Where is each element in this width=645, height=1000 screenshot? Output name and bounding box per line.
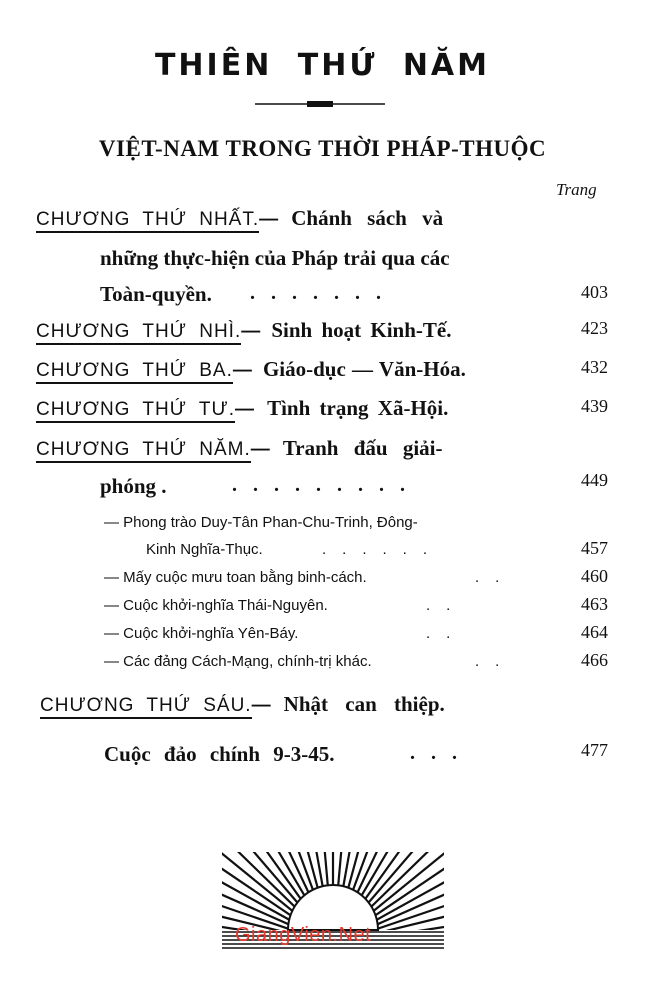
page-number: 439 bbox=[581, 396, 608, 416]
toc-entry-chapter-1[interactable] bbox=[36, 206, 443, 231]
page-title: THIÊN THỨ NĂM bbox=[154, 48, 491, 83]
page-number: 466 bbox=[581, 650, 608, 670]
toc-entry-chapter-4[interactable] bbox=[36, 396, 448, 421]
leader-dots: .. bbox=[475, 653, 516, 670]
leader-dots: ....... bbox=[250, 282, 397, 304]
leader-dots: ......... bbox=[232, 474, 421, 496]
leader-dots: .. bbox=[426, 597, 467, 614]
toc-entry-chapter-5[interactable] bbox=[36, 436, 442, 461]
chapter-title: Chánh sách và bbox=[291, 206, 444, 230]
page-number: 423 bbox=[581, 318, 608, 338]
chapter-label: CHƯƠNG THỨ NĂM. bbox=[36, 439, 251, 463]
toc-subentry[interactable]: — Mấy cuộc mưu toan bằng binh-cách. bbox=[104, 569, 367, 586]
chapter-title: Nhật can thiệp. bbox=[283, 692, 445, 716]
page-number: 460 bbox=[581, 566, 608, 586]
chapter-title: Tình trạng Xã-Hội. bbox=[267, 396, 449, 420]
toc-entry-chapter-2[interactable] bbox=[36, 318, 451, 343]
page-number: 464 bbox=[581, 622, 608, 642]
page-number: 457 bbox=[581, 538, 608, 558]
page-column-label: Trang bbox=[556, 180, 597, 199]
toc-subentry[interactable]: — Các đảng Cách-Mạng, chính-trị khác. bbox=[104, 653, 372, 670]
chapter-label: CHƯƠNG THỨ TƯ. bbox=[36, 399, 235, 423]
toc-subentry[interactable]: — Cuộc khởi-nghĩa Yên-Báy. bbox=[104, 625, 299, 642]
leader-dots: .. bbox=[475, 569, 516, 586]
section-subtitle: VIỆT-NAM TRONG THỜI PHÁP-THUỘC bbox=[98, 136, 547, 161]
leader-dots: ...... bbox=[322, 541, 444, 558]
chapter-title-line: Toàn-quyền. bbox=[100, 282, 212, 306]
page-number: 432 bbox=[581, 357, 608, 377]
title-ornament bbox=[255, 100, 385, 108]
chapter-label: CHƯƠNG THỨ NHẤT. bbox=[36, 209, 259, 233]
chapter-title-line: những thực-hiện của Pháp trải qua các bbox=[100, 246, 450, 270]
chapter-subtitle: Cuộc đảo chính 9-3-45. bbox=[104, 742, 335, 766]
toc-subentry[interactable]: — Cuộc khởi-nghĩa Thái-Nguyên. bbox=[104, 597, 328, 614]
page-number: 449 bbox=[581, 470, 608, 490]
chapter-title: Sinh hoạt Kinh-Tế. bbox=[271, 318, 452, 342]
dash: — bbox=[259, 209, 279, 230]
dash: — bbox=[235, 399, 254, 420]
toc-subentry[interactable]: — Phong trào Duy-Tân Phan-Chu-Trinh, Đông- bbox=[104, 514, 418, 531]
dash: — bbox=[251, 695, 271, 716]
dash: — bbox=[250, 439, 270, 460]
chapter-title: Tranh đấu giải- bbox=[282, 436, 443, 460]
leader-dots: ... bbox=[410, 742, 473, 764]
toc-entry-chapter-3[interactable] bbox=[36, 357, 466, 382]
page-number: 403 bbox=[581, 282, 608, 302]
watermark: GiangVien.Net bbox=[235, 924, 372, 946]
chapter-title-line: phóng . bbox=[100, 474, 167, 498]
toc-entry-chapter-6[interactable] bbox=[40, 692, 445, 717]
chapter-title: Giáo-dục — Văn-Hóa. bbox=[262, 357, 466, 381]
page-number: 477 bbox=[581, 740, 608, 760]
leader-dots: .. bbox=[426, 625, 467, 642]
chapter-label: CHƯƠNG THỨ SÁU. bbox=[40, 695, 252, 719]
page-number: 463 bbox=[581, 594, 608, 614]
chapter-label: CHƯƠNG THỨ NHÌ. bbox=[36, 321, 241, 345]
toc-subentry-line: Kinh Nghĩa-Thục. bbox=[146, 541, 263, 558]
dash: — bbox=[232, 360, 252, 381]
chapter-label: CHƯƠNG THỨ BA. bbox=[36, 360, 233, 384]
dash: — bbox=[241, 321, 261, 342]
